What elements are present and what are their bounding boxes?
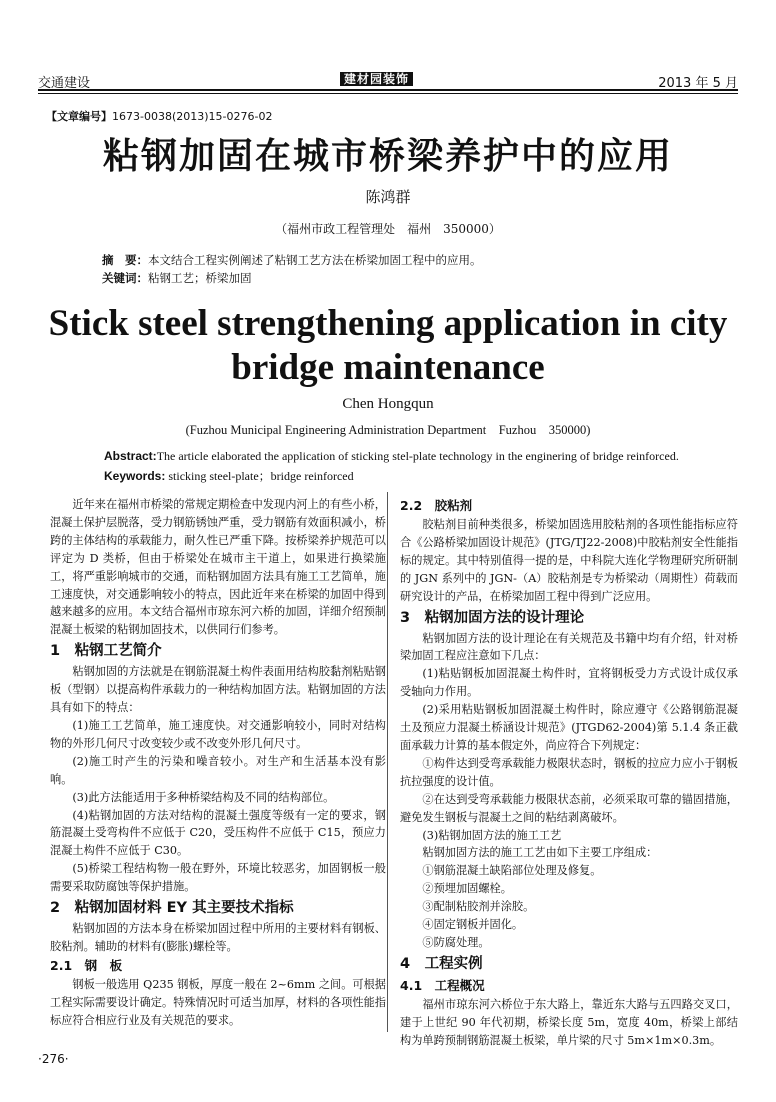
- section-3-paragraph: 粘钢加固方法的设计理论在有关规范及书籍中均有介绍，针对桥梁加固工程应注意如下几点：: [400, 631, 738, 663]
- right-column: [400, 496, 738, 1050]
- process-step-4: ④固定钢板并固化。: [422, 918, 524, 932]
- english-keywords-label: Keywords:: [104, 469, 166, 483]
- chinese-keywords-text: 粘钢工艺；桥梁加固: [148, 271, 252, 285]
- section-badge: [340, 70, 413, 87]
- english-abstract: [104, 449, 679, 464]
- intro-paragraph: 近年来在福州市桥梁的常规定期检查中发现内河上的有些小桥，混凝土保护层脱落，受力钢筋锈蚀严重，受力钢筋有效面积减小，桥跨的主体结构的承载能力，耐久性已严重下降。按桥梁养护规范可以评定为 D 类桥，但由于桥梁处在城市主干道上，如果进行换梁施工，将严重影响城市的交通，而粘钢加固方法具有施工工艺简单，施工速度快，对交通影响较小的特点，因此近年来在桥梁的加固中得到越来越多的应用。本文结合福州市琼东河六桥的加固，详细介绍预制混凝土板梁的粘钢加固技术，以供同行们参考。: [50, 498, 386, 637]
- chinese-keywords-label: 关键词：: [102, 271, 148, 285]
- process-step-5: ⑤防腐处理。: [422, 935, 490, 949]
- feature-item-3: (3)此方法能适用于多种桥梁结构及不同的结构部位。: [72, 790, 335, 804]
- english-keywords: [104, 467, 354, 484]
- chinese-author: 陈鸿群: [365, 188, 411, 206]
- section-1-heading: 1 粘钢工艺简介: [50, 643, 162, 660]
- chinese-affiliation: （福州市政工程管理处 福州 350000）: [275, 222, 501, 236]
- process-step-3: ③配制粘胶剂并涂胶。: [422, 900, 535, 914]
- process-intro: 粘钢加固方法的施工工艺由如下主要工序组成：: [422, 846, 658, 860]
- english-title-line1: Stick steel strengthening application in city: [48, 303, 728, 344]
- section-2-1-paragraph: 钢板一般选用 Q235 钢板，厚度一般在 2~6mm 之间。可根据工程实际需要设计确定。特殊情况时可适当加厚，材料的各项性能指标应符合相应行业及有关规范的要求。: [50, 977, 386, 1027]
- process-step-2: ②预埋加固螺栓。: [422, 882, 512, 896]
- english-title-line2: bridge maintenance: [231, 347, 545, 388]
- chinese-abstract-text: 本文结合工程实例阐述了粘钢工艺方法在桥梁加固工程中的应用。: [148, 253, 482, 267]
- design-item-1: (1)粘贴钢板加固混凝土构件时，宜将钢板受力方式设计成仅承受轴向力作用。: [400, 667, 738, 699]
- english-abstract-label: Abstract:: [104, 449, 157, 463]
- design-clause-2: ②在达到受弯承载能力极限状态前，必须采取可靠的锚固措施，避免发生钢板与混凝土之间的粘结剥离破坏。: [400, 792, 738, 824]
- feature-item-5: (5)桥梁工程结构物一般在野外，环境比较恶劣，加固钢板一般需要采取防腐蚀等保护措施。: [50, 862, 386, 894]
- chinese-keywords: [102, 270, 252, 286]
- feature-item-4: (4)粘钢加固的方法对结构的混凝土强度等级有一定的要求，钢筋混凝土受弯构件不应低于 C20，受压构件不应低于 C15，预应力混凝土构件不应低于 C30。: [50, 808, 386, 858]
- section-2-paragraph: 粘钢加固的方法本身在桥梁加固过程中所用的主要材料有钢板、胶粘剂。辅助的材料有(膨胀)螺栓等。: [50, 922, 386, 953]
- english-affiliation: (Fuzhou Municipal Engineering Administration Department Fuzhou 350000): [185, 423, 591, 437]
- section-4-1-heading: 4.1 工程概况: [400, 977, 485, 993]
- section-1-paragraph: 粘钢加固的方法就是在钢筋混凝土构件表面用结构胶黏剂粘贴钢板（型钢）以提高构件承载力的一种结构加固方法。粘钢加固的方法具有如下的特点：: [50, 665, 386, 715]
- header-rule-thick: [38, 89, 738, 91]
- issue-date: 2013 年 5 月: [658, 76, 738, 91]
- article-number-label: 【文章编号】: [46, 110, 112, 123]
- process-step-1: ①钢筋混凝土缺陷部位处理及修复。: [422, 864, 602, 878]
- left-column: [50, 496, 386, 1030]
- feature-item-1: (1)施工工艺简单，施工速度快。对交通影响较小，同时对结构物的外形几何尺寸改变较少或不改变外形几何尺寸。: [50, 718, 386, 750]
- section-label: 建材园装饰: [340, 72, 413, 86]
- english-author: Chen Hongqun: [342, 396, 434, 412]
- design-item-2: (2)采用粘贴钢板加固混凝土构件时，除应遵守《公路钢筋混凝土及预应力混凝土桥涵设计规范》(JTGD62-2004)第 5.1.4 条正截面承载力计算的基本假定外，尚应符合下列规定：: [400, 703, 738, 752]
- section-4-heading: 4 工程实例: [400, 955, 483, 972]
- english-abstract-text: The article elaborated the application of sticking stel-plate technology in the enginering of bridge reinforced.: [156, 449, 679, 463]
- chinese-abstract-label: 摘 要：: [102, 253, 148, 267]
- section-2-heading: 2 粘钢加固材料 EY 其主要技术指标: [50, 900, 294, 917]
- journal-name: 交通建设: [38, 76, 91, 91]
- section-4-1-paragraph: 福州市琼东河六桥位于东大路上，靠近东大路与五四路交叉口，建于上世纪 90 年代初期，桥梁长度 5m，宽度 40m，桥梁上部结构为单跨预制钢筋混凝土板梁，单片梁的尺寸 5m×1m×0.3m。: [400, 997, 738, 1047]
- column-divider: [387, 492, 388, 1032]
- header-rule-thin: [38, 93, 738, 94]
- article-number: [46, 108, 272, 124]
- section-2-2-paragraph: 胶粘剂目前种类很多，桥梁加固选用胶粘剂的各项性能指标应符合《公路桥梁加固设计规范》(JTG/TJ22-2008)中胶粘剂安全性能指标的规定。其中特别值得一提的是，中科院大连化学物理研究所研制的 JGN 系列中的 JGN-（A）胶粘剂是专为桥梁动（周期性）荷载而研究设计的产品，在桥梁加固工程中得到广泛应用。: [400, 518, 738, 603]
- page-number: ·276·: [38, 1052, 69, 1066]
- article-number-value: 1673-0038(2013)15-0276-02: [112, 110, 273, 123]
- section-2-2-heading: 2.2 胶粘剂: [400, 498, 473, 513]
- chinese-title: 粘钢加固在城市桥梁养护中的应用: [102, 136, 673, 177]
- feature-item-2: (2)施工时产生的污染和噪音较小。对生产和生活基本没有影响。: [50, 754, 386, 786]
- design-item-3: (3)粘钢加固方法的施工工艺: [422, 828, 562, 842]
- design-clause-1: ①构件达到受弯承载能力极限状态时，钢板的拉应力应小于钢板抗拉强度的设计值。: [400, 756, 738, 788]
- chinese-abstract: [102, 252, 482, 268]
- section-2-1-heading: 2.1 钢 板: [50, 957, 123, 973]
- english-keywords-text: sticking steel-plate；bridge reinforced: [168, 469, 354, 483]
- section-3-heading: 3 粘钢加固方法的设计理论: [400, 609, 585, 626]
